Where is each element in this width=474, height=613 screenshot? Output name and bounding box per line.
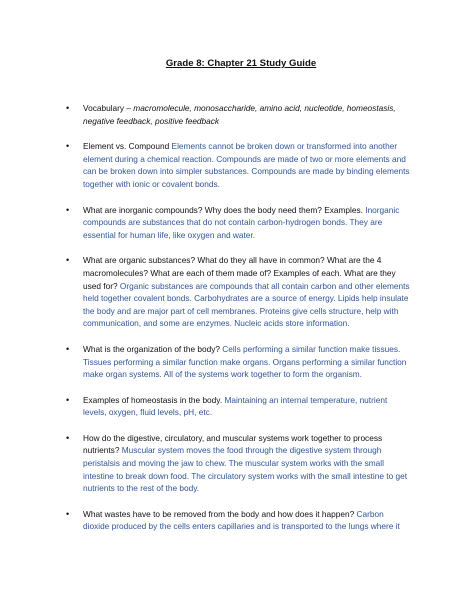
answer-text: Organic substances are compounds that all contain carbon and other elements held together covalent bonds. Carbohydrates are a source of energy. Lipids help insulate the body and are major part of cell membranes. Proteins give cells structure, help with communication, and some are enzymes. Nucleic acids store information. bbox=[83, 280, 410, 329]
bullet-icon: • bbox=[66, 204, 70, 215]
bullet-icon: • bbox=[66, 103, 70, 113]
answer-text: Carbon dioxide produced by the cells enters capillaries and is transported to the lungs where it bbox=[83, 508, 400, 532]
bullet-icon: • bbox=[66, 432, 70, 443]
list-item-inorganic-compounds bbox=[66, 204, 412, 242]
list-item-vocabulary bbox=[66, 102, 412, 127]
vocabulary-terms: macromolecule, monosaccharide, amino acid, nucleotide, homeostasis, negative feedback, positive feedback bbox=[83, 103, 396, 126]
study-guide-list bbox=[66, 102, 412, 533]
bullet-icon: • bbox=[66, 394, 70, 405]
answer-text: Muscular system moves the food through the digestive system through peristalsis and moving the jaw to chew. The muscular system works with the small intestine to break down food. The circulatory system works with the small intestine to get nutrients to the rest of the body. bbox=[83, 445, 408, 494]
question-text: What are organic substances? What do they all have in common? What are the 4 macromolecules? What are each of them made of? Examples of each. What are they used for? bbox=[83, 255, 396, 291]
answer-text: Inorganic compounds are substances that do not contain carbon-hydrogen bonds. They are essential for human life, like oxygen and water. bbox=[83, 204, 400, 240]
page-title: Grade 8: Chapter 21 Study Guide bbox=[165, 58, 317, 69]
list-item-body-organization bbox=[66, 343, 412, 381]
question-text: Examples of homeostasis in the body. bbox=[83, 394, 225, 405]
question-text: What are inorganic compounds? Why does the body need them? Examples. bbox=[83, 204, 366, 215]
bullet-icon: • bbox=[66, 343, 70, 354]
list-item-element-vs-compound bbox=[66, 140, 412, 190]
answer-text: Maintaining an internal temperature, nutrient levels, oxygen, fluid levels, pH, etc. bbox=[83, 394, 388, 418]
bullet-icon: • bbox=[66, 255, 70, 266]
list-item-homeostasis bbox=[66, 394, 412, 419]
question-text: Element vs. Compound bbox=[83, 141, 172, 152]
answer-text: Cells performing a similar function make tissues. Tissues performing a similar function make organs. Organs performing a similar function make organ systems. All of the systems work together to form the organism. bbox=[83, 343, 407, 380]
question-text: Vocabulary – bbox=[83, 103, 134, 113]
bullet-icon: • bbox=[66, 141, 70, 152]
list-item-organic-substances bbox=[66, 254, 412, 330]
question-text: What is the organization of the body? bbox=[83, 343, 223, 354]
question-text: What wastes have to be removed from the body and how does it happen? bbox=[83, 508, 357, 519]
question-text: How do the digestive, circulatory, and muscular systems work together to process nutrients? bbox=[83, 432, 383, 456]
list-item-systems-nutrients bbox=[66, 432, 412, 495]
bullet-icon: • bbox=[66, 508, 70, 519]
answer-text: Elements cannot be broken down or transformed into another element during a chemical reaction. Compounds are made of two or more elements and can be broken down into simpler substances. Compounds are made by binding elements together with ionic or covalent bonds. bbox=[83, 141, 410, 189]
list-item-wastes bbox=[66, 508, 412, 533]
